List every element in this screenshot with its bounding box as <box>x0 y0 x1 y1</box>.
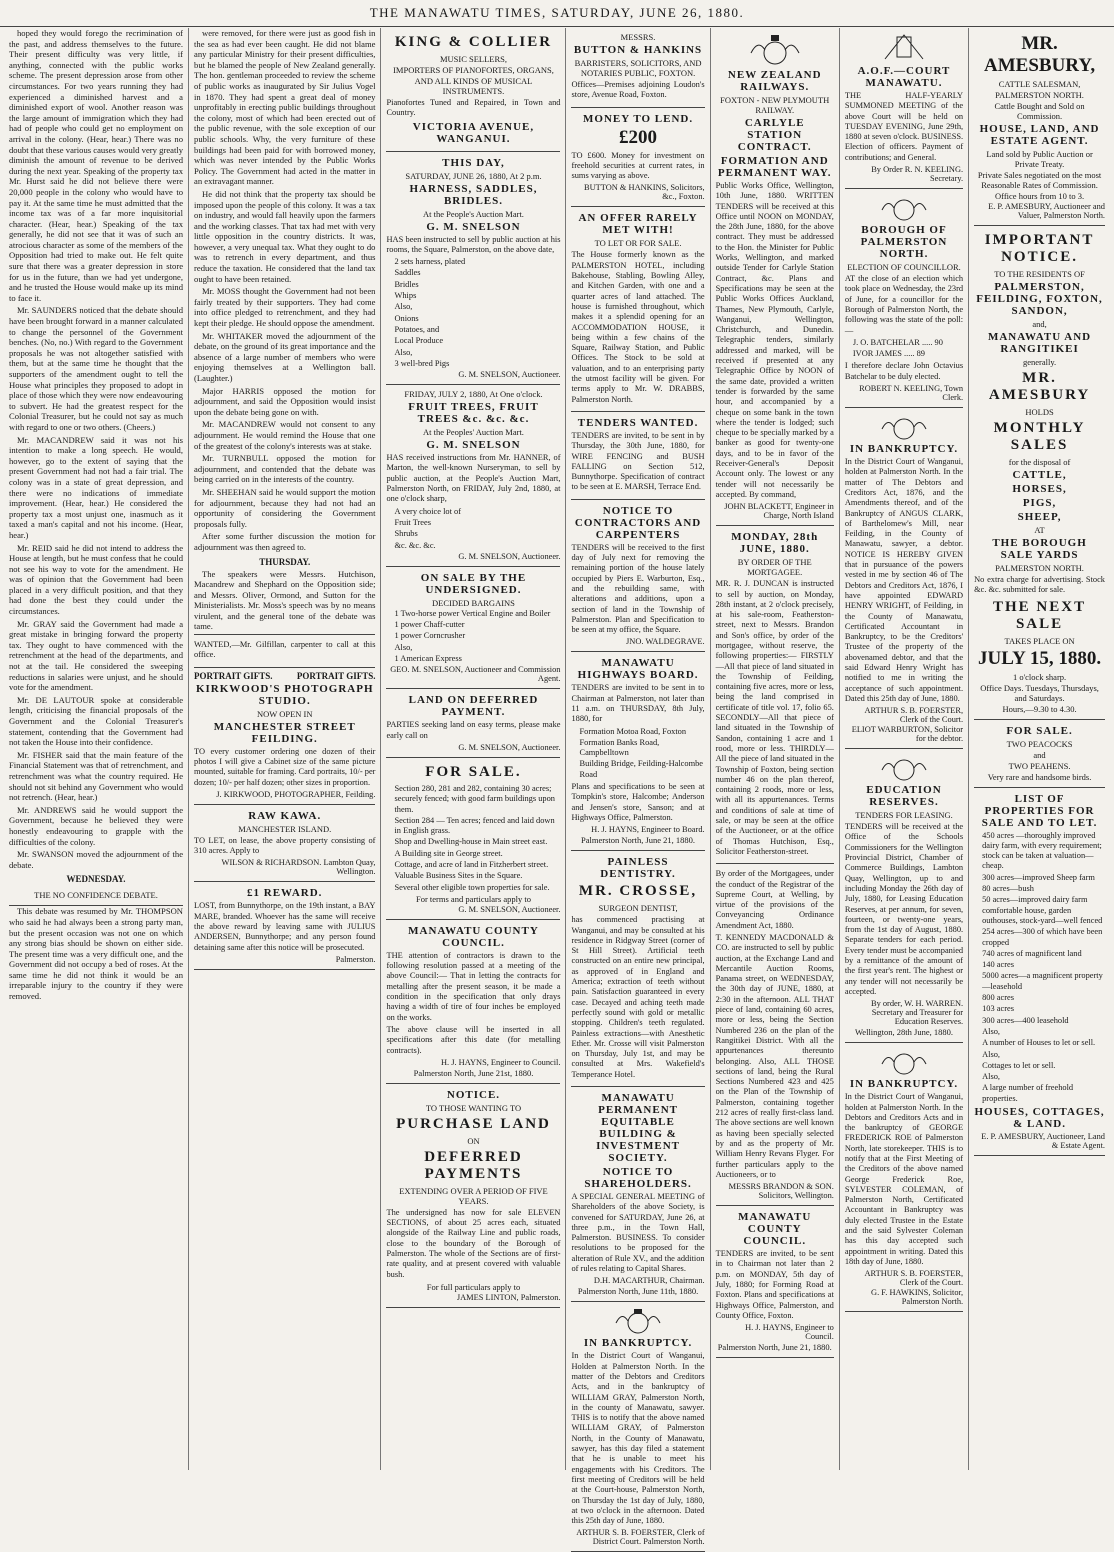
county-council-tender-ad <box>716 1206 834 1358</box>
property-list-ad <box>974 788 1105 1156</box>
on-sale-ad <box>386 567 560 689</box>
ad-heading: EDUCATION RESERVES. <box>866 784 942 809</box>
ad-body: In the District Court of Wanganui, Holden at Palmerston North. In the matter of the Debtors and Creditors Acts, and in the bankruptcy of WILLIAM GRAY, Palmerston North, in the county of Manawatu, sawyer. THIS is to notify that the above named WILLIAM GRAY, of Palmerston North, in the County of Manawatu, sawyer, has this day filed a statement that he is unable to meet his engagements with his Creditors. The first meeting of Creditors will be held at the Court-house, Palmerston North, on Thursday the 1st day of July, 1880, at two o'clock in the afternoon. Dated this 25th day of June, 1880. <box>571 1351 705 1526</box>
ad-signature: G. M. SNELSON, Auctioneer. <box>458 551 561 561</box>
list-item: Fruit Trees <box>394 517 432 527</box>
article-paragraph: Mr. SAUNDERS noticed that the debate should have been brought forward in a manner calculated to change the personnel of the Government benches. (No, no.) With regard to the Government proposals he was not altogether satisfied with them, but at the same time he thought that the supporters of the amendment ought to tell the House what principles they proposed to adopt in place of those which they were now endeavouring to subvert. He had the greatest respect for the Colonial Treasurer, but he could not say as much with regard to one or two others. (Cheers.) <box>9 305 184 432</box>
list-item: Shop and Dwelling-house in Main street east. <box>394 837 548 847</box>
ad-body: Pianofortes Tuned and Repaired, in Town and Country. <box>386 98 561 118</box>
list-item: Cottage, and acre of land in Fitzherbert street. <box>394 859 549 869</box>
ad-body: Very rare and handsome birds. <box>987 771 1092 782</box>
list-item: Potatoes, and <box>394 324 440 334</box>
ad-heading: BOROUGH OF PALMERSTON NORTH. <box>860 224 948 261</box>
building-society-ad <box>571 1087 704 1302</box>
ad-subheading: AND ALL KINDS OF MUSICAL INSTRUMENTS. <box>414 76 533 96</box>
list-item: 2 sets harness, plated <box>394 257 466 267</box>
ad-signature: E. P. AMESBURY, Auctioneer and Valuer, Palmerston North. <box>988 202 1105 220</box>
ad-signature: H. J. HAYNS, Engineer to Board. <box>591 825 705 835</box>
article-paragraph: Mr. REID said he did not intend to address the House at length, but he must confess that he could not see his way to vote for the amendment. He was of opinion that the Government had been placed in a very difficult position, and that they had done the best they could under the circumstances. <box>9 542 184 617</box>
article-paragraph: Mr. FISHER said that the main feature of the Financial Statement was that of retrenchment, and retrenchment was what the country required. He should not sit behind any Government who would not retrench. (Hear, hear.) <box>9 749 184 803</box>
ad-subheading: IMPORTERS OF PIANOFORTES, ORGANS, <box>393 65 554 75</box>
ad-heading: FOR SALE. <box>425 763 522 780</box>
list-item: 3 well-bred Pigs <box>394 358 450 368</box>
coat-of-arms-icon <box>874 413 934 441</box>
ad-heading: RAW KAWA. <box>248 809 322 822</box>
ad-subheading: At the Peoples' Auction Mart. <box>423 427 524 438</box>
county-council-ad <box>386 920 560 1084</box>
column-5 <box>711 28 840 1470</box>
ad-subheading: MESSRS. <box>620 32 656 42</box>
list-item: A very choice lot of <box>394 506 461 516</box>
list-item: 5000 acres—a magnificent property—leasehold <box>982 971 1103 991</box>
ad-subheading: for the disposal of <box>1008 457 1071 467</box>
ad-heading: LAND ON DEFERRED PAYMENT. <box>408 694 539 719</box>
ad-subheading: TAKES PLACE ON <box>1004 635 1075 646</box>
list-item: Section 280, 281 and 282, containing 30 acres; securely fenced; with good farm buildings upon them. <box>394 783 555 814</box>
ad-heading: THIS DAY, <box>442 156 505 169</box>
ad-body: MR. R. J. DUNCAN is instructed to sell by auction, on Monday, 28th instant, at 2 o'clock precisely, at his sale-room, Featherston-street, next to Messrs. Brandon and Son's office, by order of the mortgagee, without reserve, the following properties:— FIRSTLY—All that piece of land situated in the Township of Feilding, containing five acres, more or less, being the land comprised in certificate of title vol. 17, folio 65. SECONDLY—All that piece of land situated in the Township of Sandon, containing 1 acre and 1 rood, more or less. THIRDLY—All the piece of land situated in the Township of Foxton, being section number 46 on the plan thereof, containing 2 roods, more or less, with all its appurtenances. Terms and conditions of sale at time of sale, or may be seen at the office of the Auctioneer, or at the office of Thomas Hutchison, Esq., Solicitor Featherston-street. <box>715 579 834 856</box>
railways-ad <box>716 28 834 526</box>
ad-heading: MONTHLY SALES <box>993 420 1086 453</box>
list-item: Whips <box>394 291 417 301</box>
ad-heading: BUTTON & HANKINS <box>573 44 703 56</box>
list-item: Also, <box>982 1049 1001 1059</box>
ad-subheading: TO THOSE WANTING TO <box>425 1102 522 1113</box>
ad-date: Palmerston North, June 21, 1880. <box>717 1342 832 1353</box>
list-item: 1 power Corncrusher <box>394 631 466 641</box>
ad-body: Hours,—9.30 to 4.30. <box>1002 703 1077 714</box>
ad-subheading: TO LET OR FOR SALE. <box>594 238 682 249</box>
land-deferred-ad <box>386 689 560 758</box>
bankruptcy-gray-ad <box>571 1302 704 1552</box>
ad-date: Palmerston North, June 11th, 1880. <box>577 1286 699 1297</box>
aof-court-ad <box>845 28 963 189</box>
ad-body: Office Days. Tuesdays, Thursdays, and Saturdays. <box>980 682 1099 703</box>
ad-subheading: TO THE RESIDENTS OF <box>994 269 1085 279</box>
list-item: 300 acres—400 leasehold <box>982 1015 1069 1025</box>
ad-subheading: TWO PEAHENS. <box>1008 760 1071 771</box>
ad-signature: ELIOT WARBURTON, Solicitor for the debtor. <box>851 725 964 744</box>
borough-election-ad <box>845 189 963 408</box>
list-item: 300 acres—improved Sheep farm <box>982 872 1095 882</box>
ad-subheading: CATTLE SALESMAN, <box>998 79 1081 89</box>
ad-signature: G. F. HAWKINS, Solicitor, Palmerston North. <box>871 1288 964 1307</box>
ad-body: Land sold by Public Auction or Private Treaty. <box>986 149 1093 169</box>
ad-signature: WILSON & RICHARDSON. Lambton Quay, Wellington. <box>221 858 376 877</box>
ad-heading: NOTICE. <box>446 1088 501 1101</box>
ad-heading: FOR SALE. <box>1006 724 1073 737</box>
kennedy-auction-ad <box>716 864 834 1206</box>
ad-heading: CARLYLE STATION CONTRACT. <box>737 117 812 153</box>
article-paragraph: Major HARRIS opposed the motion for adjournment, and said the Opposition would insist upon the debate being gone on with. <box>194 385 376 417</box>
article-paragraph: He did not think that the property tax should be imposed upon the people of this colony. It was a tax on industry, and would fall heavily upon the farmers and the working classes. That tax had met with very little opposition in the country districts. It was, however, a very unequal tax. What they ought to do was to retrench in every department, and thus reduce the taxation. He considered that the land tax ought to have been retained. <box>194 188 376 284</box>
bankruptcy-clark-ad <box>845 408 963 749</box>
ad-signature: BUTTON & HANKINS, Solicitors, &c., Foxton. <box>584 183 705 202</box>
ad-heading: IN BANKRUPTCY. <box>583 1337 693 1350</box>
list-item: Also, <box>394 642 413 652</box>
ad-body: Office hours from 10 to 3. <box>995 191 1085 201</box>
button-hankins-ad <box>571 28 704 108</box>
ad-heading: PURCHASE LAND <box>396 1115 551 1132</box>
ad-subheading: PALMERSTON NORTH. <box>995 90 1084 100</box>
ad-signature: J. KIRKWOOD, PHOTOGRAPHER, Feilding. <box>216 789 376 799</box>
ad-date: Palmerston North, June 21st, 1880. <box>413 1067 534 1078</box>
ad-date: MONDAY, 28th JUNE, 1880. <box>731 531 819 556</box>
bankruptcy-roe-ad <box>845 1043 963 1312</box>
linton-notice-ad <box>386 1084 560 1308</box>
ad-heading: G. M. SNELSON <box>426 220 521 233</box>
ad-signature: H. J. HAYNS, Engineer to Council. <box>440 1057 561 1067</box>
ad-heading: DEFERRED PAYMENTS <box>424 1148 523 1182</box>
ad-body: Offices—Premises adjoining Loudon's store, Avenue Road, Foxton. <box>571 80 705 100</box>
ad-body: No extra charge for advertising. Stock &c. &c. submitted for sale. <box>974 575 1105 595</box>
ad-body: TO every customer ordering one dozen of their photos I will give a Cabinet size of the same picture mounted, suitable for framing. Card portraits, 10/- per dozen; 10/- per half dozen; other sizes in proportion. <box>194 746 376 787</box>
ad-subheading: FOXTON - NEW PLYMOUTH RAILWAY. <box>720 95 830 115</box>
list-item: Bridles <box>394 279 419 289</box>
ad-body: TENDERS are invited, to be sent in by Thursday, the 30th June, 1880, for WIRE FENCING and BUSH FALLING on Section 512, Bunnythorpe. Specification of contract to be seen at E. MARSH, Terrace End. <box>571 430 705 492</box>
column-4 <box>566 28 710 1547</box>
list-item: &c. &c. &c. <box>394 540 436 550</box>
article-paragraph: Mr. SHEEHAN said he would support the motion for adjournment, because they had not had an opportunity of considering the Government proposals fully. <box>194 486 376 529</box>
ad-heading: MANAWATU PERMANENT EQUITABLE BUILDING & INVESTMENT SOCIETY. <box>596 1092 681 1164</box>
article-paragraph: Mr. TURNBULL opposed the motion for adjournment, and contended that the debate was being carried on in the interests of the country. <box>194 453 376 485</box>
ad-heading: MANAWATU COUNTY COUNCIL. <box>408 924 539 949</box>
ad-heading: MANAWATU COUNTY COUNCIL. <box>738 1211 812 1248</box>
coat-of-arms-icon <box>874 194 934 222</box>
masthead: THE MANAWATU TIMES, SATURDAY, JUNE 26, 1880. <box>0 0 1114 27</box>
ad-heading: PORTRAIT GIFTS. <box>194 670 273 681</box>
column-6 <box>840 28 969 1470</box>
for-sale-ad <box>386 758 560 920</box>
ad-body: WANTED,—Mr. Gilfillan, carpenter to call at this office. <box>194 640 376 660</box>
article-paragraph: Mr. MACANDREW would not consent to any adjournment. He would remind the House that one of the greatest of the colony's interests was at stake. <box>194 419 376 451</box>
ad-date: SATURDAY, JUNE 26, 1880, At 2 p.m. <box>405 170 542 181</box>
ad-amount: £200 <box>619 126 658 148</box>
list-item: 1 power Chaff-cutter <box>394 620 465 630</box>
section-heading: THURSDAY. <box>259 556 311 567</box>
ad-subheading: MANCHESTER ISLAND. <box>238 823 332 834</box>
ad-body: has commenced practising at Wanganui, and may be consulted at his residence in Ridgway Street (corner of St Hill Street). Artificial teeth constructed on an entire new principal, as approved of in England and America; extraction of teeth without pain. Satisfaction guaranteed in every case. Decayed and aching teeth made perfectly sound with gold or metallic stopping. Children's teeth regulated. Painless extractions—with Anesthetic Ether. Mr. Crosse will visit Palmerston on Thursday, July 1st, and may be consulted at Mrs. Wakefield's Temperance Hotel. <box>571 915 705 1079</box>
ad-body: TO £600. Money for investment on freehold securities at current rates, in sums varying as above. <box>571 150 705 181</box>
list-item: Building Bridge, Feilding-Halcombe Road <box>579 759 703 779</box>
ad-body: HAS received instructions from Mr. HANNER, of Marton, the well-known Nurseryman, to sell by public auction, at the People's Auction Mart, Palmerston North, on FRIDAY, July 2nd, 1880, at one o'clock sharp, <box>386 453 561 504</box>
ad-date: FRIDAY, JULY 2, 1880, At One o'clock. <box>404 389 543 400</box>
ad-body: THE HALF-YEARLY SUMMONED MEETING of the above Court will be held on TUESDAY EVENING, June 29th, 1880 at seven o'clock. BUSINESS. Election of officers. Payment of contributions; and General. <box>844 91 964 162</box>
ad-signature: ARTHUR S. B. FOERSTER, Clerk of the Court. <box>864 706 964 725</box>
reward-ad <box>194 882 375 969</box>
ad-heading: IN BANKRUPTCY. <box>849 1078 959 1091</box>
column-7 <box>969 28 1110 1470</box>
list-item: Saddles <box>394 268 421 278</box>
ad-signature: GEO. M. SNELSON, Auctioneer and Commission Agent. <box>390 665 561 684</box>
ad-body: THE attention of contractors is drawn to the following resolution passed at a meeting of the above Council:— That in letting the contracts for metalling after the present season, it be made a condition in the specification that only drays having a width of tire of four inches be employed on the works. <box>386 950 561 1022</box>
ad-signature: E. P. AMESBURY, Auctioneer, Land & Estate Agent. <box>981 1132 1105 1151</box>
ad-heading: CATTLE, <box>1012 469 1067 481</box>
peacocks-ad <box>974 720 1105 788</box>
ad-heading: MANAWATU HIGHWAYS BOARD. <box>577 657 699 682</box>
article-paragraph: were removed, for there were just as good fish in the sea as had ever been caught. He did not blame any particular Ministry for their present difficulties, but he blamed the people of New Zealand generally. The hon. gentleman proceeded to review the scheme of public works as inaugurated by Sir Julius Vogel in 1870. They had spent a great deal of money unprofitably in erecting public buildings throughout the colony, most of which had been erected out of the public revenue, with the sole exception of our public schools. Why, the very furniture of these buildings had been paid for with borrowed money, which was never intended by the Public Works Policy. The Government had acted in the matter in an extravagant manner. <box>194 28 376 187</box>
section-subheading: THE NO CONFIDENCE DEBATE. <box>34 890 158 901</box>
ad-body: Public Works Office, Wellington, 10th June, 1880. WRITTEN TENDERS will be received at this Office until NOON on MONDAY, the 28th June, 1880, for the above contract. They must be addressed to the Hon. the Minister for Public Works, Wellington, and marked outside Tender for Carlyle Station Contract, &c. Plans and Specifications may be seen at the Public Works Offices Auckland, Thames, New Plymouth, Carlyle, Wanganui, Wellington, Christchurch, and Dunedin. Telegraphic tenders, similarly addressed and marked, will be received if presented at any Telegraphic Office by NOON of the same date, provided a written tender is forwarded by the same hour, and accompanied by a cheque on some bank in the town where the tender is lodged; such cheque to be specially marked by a banker as good for twenty-one days, and to be in favor of the Receiver-General's Deposit Account only. The lowest or any tender will not necessarily be accepted. By command, <box>715 181 834 499</box>
list-item: 80 acres—bush <box>982 884 1034 894</box>
coat-of-arms-icon <box>745 33 805 67</box>
columns <box>4 28 1110 1547</box>
ad-heading: LIST OF PROPERTIES FOR SALE AND TO LET. <box>981 792 1098 829</box>
ad-heading: TENDERS WANTED. <box>577 416 699 429</box>
list-item: IVOR JAMES ..... 89 <box>852 349 925 359</box>
ad-subheading: At the People's Auction Mart. <box>423 208 524 219</box>
ad-heading: NEW ZEALAND RAILWAYS. <box>727 69 822 93</box>
list-item: J. O. BATCHELAR ..... 90 <box>852 337 943 347</box>
list-item: 1 American Express <box>394 654 462 664</box>
ad-body: LOST, from Bunnythorpe, on the 19th instant, a BAY MARE, branded. Whoever has the same will receive the above reward by leaving same with JULIUS ANDERSEN, Bunnythorpe; and any person found detaining same after this notice will be prosecuted. <box>194 901 376 952</box>
dentistry-ad <box>571 851 704 1087</box>
ad-subheading: EXTENDING OVER A PERIOD OF FIVE YEARS. <box>399 1185 548 1206</box>
article-paragraph: Mr. ANDREWS said he would support the Government, because he believed they were honestly endeavouring to grapple with the difficulties of the colony. <box>9 804 184 847</box>
ad-heading: NOTICE TO CONTRACTORS AND CARPENTERS <box>574 504 702 541</box>
coat-of-arms-icon <box>874 754 934 782</box>
list-item: Section 284 — Ten acres; fenced and laid down in English grass. <box>394 815 555 836</box>
ad-subheading: 1 o'clock sharp. <box>1012 671 1067 682</box>
ad-heading: FRUIT TREES, FRUIT TREES &c. &c. &c. <box>408 401 539 426</box>
ad-body: The undersigned has now for sale ELEVEN SECTIONS, of about 25 acres each, situated alongside of the Railway Line and public roads, close to the boundary of the Borough of Palmerston. The whole of the Sections are of first-rate quality, and at present covered with valuable bush. <box>386 1207 561 1279</box>
article-paragraph: Mr. MOSS thought the Government had not been fairly treated by their supporters. They had come into office pledged to retrenchment, and they had kept their pledge. He should oppose the amendment. <box>194 286 376 329</box>
money-to-lend-ad <box>571 108 704 208</box>
list-item: Shrubs <box>394 529 418 539</box>
ad-body: The above clause will be inserted in all specifications after this date (for metalling contracts). <box>386 1024 561 1055</box>
ad-subheading: and, <box>1032 319 1047 329</box>
ad-signature: JNO. WALDEGRAVE. <box>626 637 705 647</box>
amesbury-ad <box>974 28 1105 226</box>
ad-heading: PORTRAIT GIFTS. <box>296 670 376 681</box>
education-reserves-ad <box>845 749 963 1043</box>
ad-body: TO LET, on lease, the above property consisting of 310 acres. Apply to <box>194 835 376 856</box>
list-item: Also, <box>394 302 413 312</box>
ad-heading: IMPORTANT NOTICE. <box>984 232 1095 265</box>
article-paragraph: Mr. SWANSON moved the adjournment of the debate. <box>9 849 184 870</box>
ad-heading: IN BANKRUPTCY. <box>849 443 959 456</box>
ad-body: HAS been instructed to sell by public auction at his rooms, the Square, Palmerston, on the above date, <box>386 234 561 254</box>
ad-heading: MR. AMESBURY, <box>984 33 1096 76</box>
ad-signature: G. M. SNELSON, Auctioneer. <box>458 904 561 914</box>
ad-heading: HOUSES, COTTAGES, & LAND. <box>974 1106 1105 1131</box>
ad-heading: HORSES, <box>1012 483 1067 495</box>
ad-signature: G. M. SNELSON, Auctioneer. <box>458 742 561 752</box>
list-item: 140 acres <box>982 960 1014 970</box>
ad-heading: ON SALE BY THE UNDERSIGNED. <box>420 571 527 596</box>
ad-heading: NOTICE TO SHAREHOLDERS. <box>584 1166 692 1190</box>
article-paragraph: Mr. MACANDREW said it was not his intention to make a long speech. He would, however, go to the extent of saying that the present Government had not had a fair trial. The colony was in a state of great depression, and there were no indications of immediate improvement. (Hear, hear.) He considered the property tax a most unjust one, inasmuch as it taxed a man's capital and not his income. (Hear, hear.) <box>9 434 184 540</box>
ad-heading: MR. CROSSE, <box>578 883 698 900</box>
list-item: Also, <box>982 1072 1001 1082</box>
ad-signature: By Order R. N. KEELING. Secretary. <box>871 165 964 184</box>
ad-subheading: HOLDS <box>1025 407 1054 417</box>
ad-subheading: ON <box>467 1135 480 1146</box>
king-collier-ad <box>386 28 560 152</box>
ad-body: TENDERS will be received to the first day of July next for removing the remaining portion of the house lately occupied by Piers E. Warburton, Esq., and the rebuilding same, with alterations and additions, upon a section of land in the Township of Palmerston. Plan and Specification to be seen at my office, the Square. <box>571 542 705 635</box>
coat-of-arms-icon <box>874 1048 934 1076</box>
ad-body: T. KENNEDY MACDONALD & CO. are instructed to sell by public auction, at the Exchange Land and Mercantile Auction Rooms, Panama street, on WEDNESDAY, the 30th day of JUNE, 1880, at 2:30 in the afternoon. ALL THAT piece of land, containing 60 acres, more or less, being the Section Numbered 236 on the plan of the Rangitikei District. With all the appurtenances thereunto belonging. Also, ALL THOSE sections of land, being the Rural Sections Numbered 423 and 425 on the Plan of the Township of Palmerston, containing together 212 acres of really first-class land. The above sections are well known as having been specially selected by and as the property of Mr. William Henry Revans Flyger. For further particulars apply to the Auctioneers, or to <box>715 933 834 1179</box>
article-paragraph: After some further discussion the motion for adjournment was then agreed to. <box>194 531 376 552</box>
list-item: Formation Banks Road, Campbelltown <box>579 737 660 758</box>
ad-signature: G. M. SNELSON, Auctioneer. <box>458 370 561 380</box>
ad-body: TENDERS are invited, to be sent in to Chairman not later than 2 p.m. on MONDAY, 5th day of July, 1880; for Forming Road at Foxton. Plans and specifications at Highways Office, Palmerston, and County Office, Foxton. <box>715 1249 834 1320</box>
ad-body: In the District Court of Wanganui, holden at Palmerston North. In the Debtors and Creditors Acts and in the bankruptcy of GEORGE FREDERICK ROE of Palmerston North, late storekeeper. THIS is to notify that at the First Meeting of the Creditors of the above named George Frederick Roe, SYLVESTER COLEMAN, of Palmerston North, Certificated Accountant in Bankruptcy was duly elected Trustee in the Estate and the said Sylvester Coleman has this day accepted such appointment in writing. Dated this 18th day of June, 1880. <box>844 1092 964 1266</box>
ad-signature: H. J. HAYNS, Engineer to Council. <box>745 1323 834 1342</box>
ad-subheading: DECIDED BARGAINS <box>432 597 515 608</box>
ad-subheading: generally. <box>1022 357 1057 367</box>
ad-heading: MONEY TO LEND. <box>583 112 694 125</box>
ad-body: By order of the Mortgagees, under the conduct of the Registrar of the Supreme Court, at Welling, by virtue of the provisions of the Conveyancing Ordinance Amendment Act, 1880. <box>715 869 834 930</box>
ad-body: Plans and specifications to be seen at Tompkin's store, Halcombe; Anderson and Jensen's store, Sanson; and at Highways Office, Palmerston. <box>571 782 705 822</box>
ad-subheading: AT <box>1034 525 1045 535</box>
ad-body: PARTIES seeking land on easy terms, please make early call on <box>386 720 561 740</box>
ad-subheading: NOW OPEN IN <box>256 708 313 719</box>
ad-body: Private Sales negotiated on the most Reasonable Rates of Commission. <box>977 170 1102 190</box>
ad-body: For full particulars apply to <box>426 1281 521 1292</box>
coat-of-arms-icon <box>608 1307 668 1335</box>
article-paragraph: The speakers were Messrs. Hutchison, Macandrew and Shephard on the Opposition side; and Messrs. Oliver, Ormond, and Sutton for the Ministerialists. Mr. Moss's speech was by no means virulent, and the general tone of the debate was tame. <box>194 568 376 632</box>
ad-subheading: BARRISTERS, SOLICITORS, AND NOTARIES PUBLIC, FOXTON. <box>574 58 702 78</box>
ad-body: TENDERS are invited to be sent in to Chairman at Palmerston, not later than 11 a.m. on THURSDAY, 8th July, 1880, for <box>571 683 705 724</box>
ad-heading: G. M. SNELSON <box>426 439 521 452</box>
list-item: 740 acres of magnificent land <box>982 948 1082 958</box>
wanted-ad <box>194 634 375 668</box>
list-item: A Building site in George street. <box>394 848 503 858</box>
ad-subheading: BY ORDER OF THE MORTGAGEE. <box>737 557 812 578</box>
article-paragraph: This debate was resumed by Mr. THOMPSON who said he had always been a strong party man, but the present occasion was not one on which any strong bias should be shown on either side. The present time was a very difficult one, and the Government did not occupy a bed of roses. At the same time he did not think it would be an irreparable injury to the country if they were removed. <box>9 906 184 1002</box>
ad-heading: PAINLESS DENTISTRY. <box>600 856 676 881</box>
list-item: 50 acres—improved dairy farm comfortable house, garden outhouses, stock-yard—well fenced <box>982 895 1103 925</box>
ad-heading: SHEEP, <box>1017 511 1062 523</box>
ad-heading: £1 REWARD. <box>247 887 323 900</box>
list-item: 1 Two-horse power Vertical Engine and Boiler <box>394 608 551 618</box>
ad-subheading: MUSIC SELLERS, <box>439 54 508 64</box>
ad-subheading: SURGEON DENTIST, <box>598 903 678 914</box>
list-item: Also, <box>982 1026 1001 1036</box>
ad-subheading: ELECTION OF COUNCILLOR. <box>847 262 961 273</box>
kirkwood-ad <box>194 668 375 805</box>
ad-heading: MANAWATU AND RANGITIKEI <box>987 331 1092 355</box>
ad-date: Palmerston North, June 21, 1880. <box>581 835 696 846</box>
contractors-notice-ad <box>571 500 704 653</box>
list-item: Cottages to let or sell. <box>982 1060 1056 1070</box>
ad-body: The House formerly known as the PALMERSTON HOTEL, including Bakehouse, Stabling, Bowling Alley, and Kitchen Garden, with one and a quarter acres of land attached. The house is furnished throughout, which makes it a splendid opening for an ACCOMMODATION HOUSE, it being within a few chains of the Square, Railway Station, and Public Offices. The Stock to be sold at valuation, and to an enterprising party the utmost facility will be given. For terms apply to Mr. W. DRABBS, Palmerston North. <box>571 250 705 404</box>
ad-body: I therefore declare John Octavius Batchelar to be duly elected. <box>844 361 964 381</box>
ad-signature: ARTHUR S. B. FOERSTER, Clerk of the Court. <box>864 1269 964 1288</box>
list-item: 254 acres—300 of which have been cropped <box>982 927 1103 947</box>
list-item: 800 acres <box>982 993 1014 1003</box>
ad-signature: By order, W. H. WARREN. Secretary and Treasurer for Education Reserves. <box>871 999 964 1027</box>
ad-subheading: PALMERSTON NORTH. <box>995 563 1084 573</box>
list-item: A large number of freehold properties. <box>982 1083 1074 1103</box>
ad-heading: THE BOROUGH SALE YARDS <box>992 537 1087 561</box>
ad-heading: A.O.F.—COURT MANAWATU. <box>857 65 951 89</box>
list-item: A number of Houses to let or sell. <box>982 1038 1096 1048</box>
ad-heading: HOUSE, LAND, AND ESTATE AGENT. <box>979 123 1100 147</box>
ad-heading: MR. AMESBURY <box>988 370 1091 403</box>
ad-heading: AN OFFER RARELY MET WITH! <box>578 212 698 237</box>
article-paragraph: hoped they would forego the recrimination of the past, and address themselves to the future. Their present difficulty was very little, if anything, connected with the public works scheme. The present depression arose from other circumstances. For two years running they had experienced a diminished harvest and a diminished export of wool. Another reason was the large amount of immigration which they had had of people who could get no employment on arrival in the colony. (Hear, hear.) There was no doubt that these various causes would very greatly diminish the amount of revenue to be derived during the next year. Speaking of the property tax Mr. Hurst said he did not believe there were 20,000 people in the colony who would have to pay it. At the same time he must admitted that the income tax was of a far more inquisitorial character. (Hear, hear.) Speaking of the tax generally, he did not see that it was of such an atrocious character as some of the members of the Opposition had tried to make out. He felt quite sure that there was a greater depression in store for us in the future, than we had yet undergone, and he trusted the House would make up its mind to face it. <box>9 28 184 303</box>
ad-heading: FORMATION AND PERMANENT WAY. <box>717 155 832 179</box>
list-item: 450 acres —thoroughly improved dairy farm, with every requirement; stock can be taken at valuation—cheap. <box>982 830 1102 871</box>
ad-heading: THE NEXT SALE <box>993 598 1087 632</box>
column-3 <box>381 28 566 1470</box>
ad-signature: MESSRS BRANDON & SON. Solicitors, Wellington. <box>728 1182 834 1201</box>
raw-kawa-ad <box>194 805 375 883</box>
ad-subheading: TENDERS FOR LEASING. <box>855 810 953 821</box>
ad-signature: ARTHUR S. B. FOERSTER, Clerk of District Court. Palmerston North. <box>576 1528 705 1547</box>
ad-signature: D.H. MACARTHUR, Chairman. <box>593 1276 705 1286</box>
ad-body: A SPECIAL GENERAL MEETING of Shareholders of the above Society, is convened for SATURDAY, June 26, at three p.m., in the Town Hall, Palmerston. BUSINESS. To consider resolutions to be proposed for the alteration of Rule XV., and the addition of rules relating to Capital Shares. <box>571 1192 705 1274</box>
list-item: Also, <box>394 347 413 357</box>
snelson-harness-ad <box>386 152 560 386</box>
list-item: Onions <box>394 313 419 323</box>
ad-heading: MANCHESTER STREET FEILDING. <box>213 720 356 745</box>
ad-heading: KIRKWOOD'S PHOTOGRAPH STUDIO. <box>195 682 374 707</box>
ad-body: Cattle Bought and Sold on Commission. <box>994 101 1085 121</box>
ad-address: VICTORIA AVENUE, WANGANUI. <box>412 120 535 145</box>
list-item: 103 acres <box>982 1004 1014 1014</box>
article-paragraph: Mr. DE LAUTOUR spoke at considerable length, criticising the financial proposals of the Government and the Colonial Treasurer's statement, contending that the Government had not taken the House into their confidence. <box>9 694 184 748</box>
list-item: Several other eligible town properties for sale. <box>394 882 550 892</box>
offer-ad <box>571 207 704 411</box>
ad-signature: Palmerston. <box>335 954 376 964</box>
ad-heading: HARNESS, SADDLES, BRIDLES. <box>409 182 538 207</box>
article-paragraph: Mr. GRAY said the Government had made a great mistake in bringing forward the property tax. They ought to have commenced with the retrenchment at the head of the departments, and not at the tail. He considered the sweeping reductions in salaries were unjust, and he should vote for the amendment. <box>9 618 184 693</box>
section-heading: WEDNESDAY. <box>66 874 126 885</box>
ad-signature: JAMES LINTON, Palmerston. <box>456 1292 561 1302</box>
tenders-wanted-ad <box>571 412 704 500</box>
highways-board-ad <box>571 652 704 851</box>
duncan-auction-ad <box>716 526 834 864</box>
ad-subheading: and <box>1033 749 1046 760</box>
ad-subheading: TWO PEACOCKS <box>1006 738 1073 749</box>
emblem-icon <box>879 33 929 63</box>
ad-heading: KING & COLLIER <box>394 34 553 50</box>
ad-body: TENDERS will be received at the Office of the Schools Commissioners for the Wellington Provincial District, Chamber of Commerce Buildings, Lambton Quay, Wellington, up to and including Monday the 26th day of July, 1880, for Leasing Education Reserves, at per annum, for seven, fourteen, or twenty-one years, from the 1st day of August, 1880. Separate tenders for each period. Every tender must be accompanied by a remittance of the amount of the first year's rent. The highest or any tender will not necessarily be accepted. <box>844 822 964 996</box>
list-item: Formation Motoa Road, Foxton <box>579 726 687 736</box>
important-notice-ad <box>974 226 1105 720</box>
column-2 <box>189 28 381 1470</box>
list-item: Valuable Business Sites in the Square. <box>394 871 523 881</box>
ad-date: Wellington, 28th June, 1880. <box>854 1027 953 1038</box>
ad-body: For terms and particulars apply to <box>415 893 531 904</box>
article-paragraph: Mr. WHITAKER moved the adjournment of the debate, on the ground of its great importance and the absence of a large number of members who were enjoying themselves at a Wellington ball. (Laughter.) <box>194 330 376 383</box>
ad-body: AT the close of an election which took place on Wednesday, the 23rd of June, for a councillor for the Borough of Palmerston North, the following was the state of the poll:— <box>844 274 964 335</box>
list-item: Local Produce <box>394 336 444 346</box>
snelson-fruit-ad <box>386 385 560 567</box>
ad-signature: JOHN BLACKETT, Engineer in Charge, North Island <box>724 502 834 521</box>
ad-heading: PALMERSTON, FEILDING, FOXTON, SANDON, <box>976 281 1103 317</box>
ad-body: In the District Court of Wanganui, holden at Palmerston North. In the matter of The Debtors and Creditors Act, 1876, and the Amendments thereof, and of the Bankruptcy of ANGUS CLARK, of Barthelomew's Mill, near Feilding, in the County of Manawatu, sawyer, a debtor. NOTICE IS HEREBY GIVEN that in pursuance of the powers vested in me by section 46 of The Debtors and Creditors Act, 1876, I have appointed EDWARD HENRY WRIGHT, of Feilding, in the County of Manawatu, Certificated Accountant in Bankruptcy, to be the Creditors' Trustee of the property of the abovenamed debtor, and that the said Edward Henry Wright has notified to me in writing the acceptance of such appointment. Dated this 25th day of June, 1880. <box>844 457 964 703</box>
column-1 <box>4 28 189 1470</box>
ad-heading: PIGS, <box>1022 497 1057 509</box>
ad-signature: ROBERT N. KEELING, Town Clerk. <box>859 384 964 403</box>
ad-date: JULY 15, 1880. <box>977 647 1102 669</box>
